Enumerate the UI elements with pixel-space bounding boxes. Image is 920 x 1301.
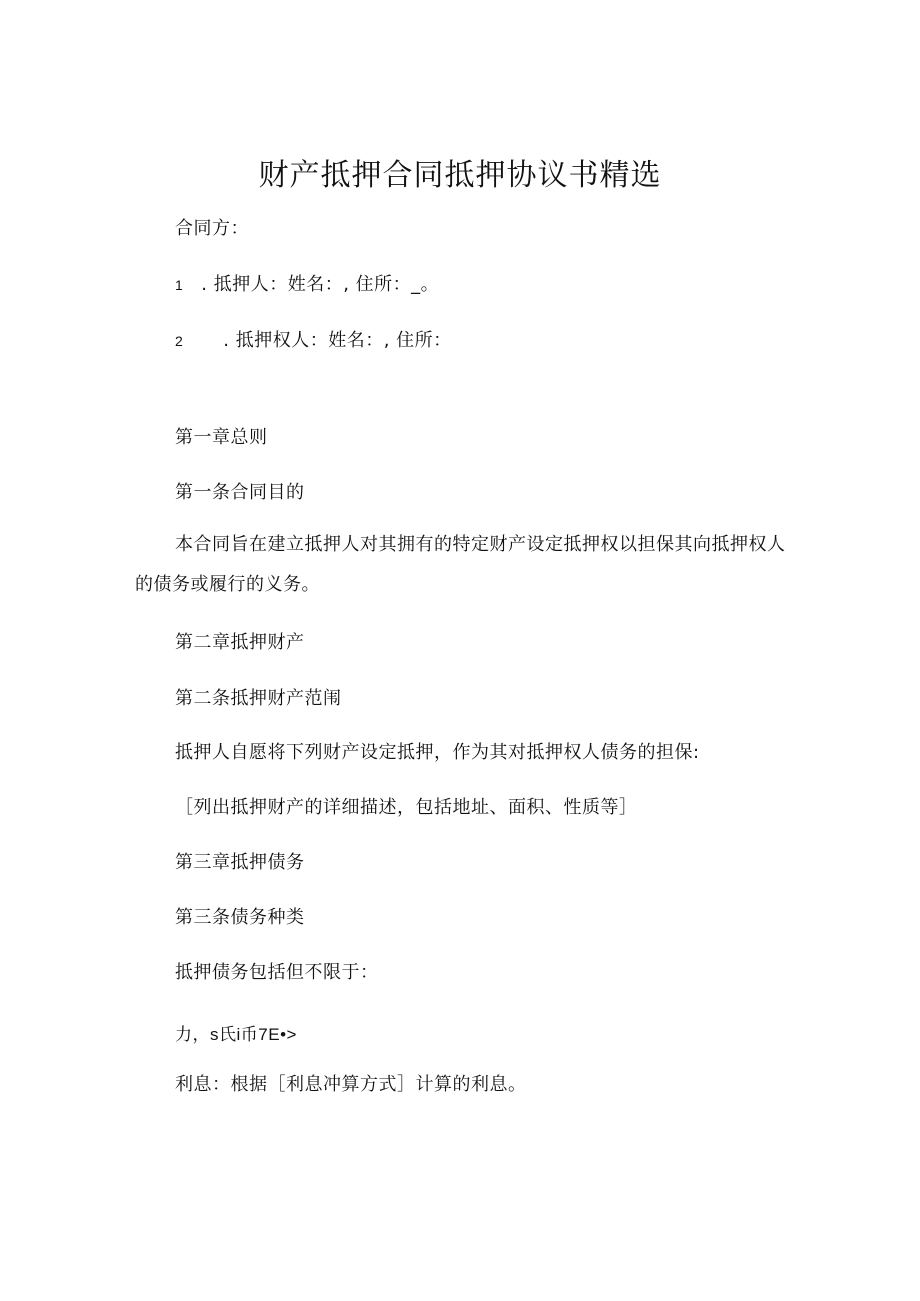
party-1-line bbox=[175, 270, 439, 296]
party-2-number: 2 bbox=[175, 333, 184, 349]
debt-item-interest: 利息：根据［利息冲算方式］计算的利息。 bbox=[175, 1074, 527, 1095]
chapter-1-heading: 第一章总则 bbox=[175, 427, 268, 448]
document-title: 财产抵押合同抵押协议书精选 bbox=[258, 158, 662, 193]
article-1-heading: 第一条合同目的 bbox=[175, 482, 305, 503]
party-1-text: . 抵押人：姓名：, 住所：_。 bbox=[201, 274, 440, 295]
party-1-number: 1 bbox=[175, 277, 184, 293]
article-3-body: 抵押债务包括但不限于： bbox=[175, 962, 379, 983]
article-2-heading: 第二条抵押财产范闱 bbox=[175, 688, 342, 709]
article-1-body: 本合同旨在建立抵押人对其拥有的特定财产设定抵押权以担保其向抵押权人的债务或履行的义务。 bbox=[135, 534, 786, 595]
party-2-line bbox=[175, 326, 452, 352]
chapter-3-heading: 第三章抵押债务 bbox=[175, 852, 305, 873]
article-2-body: 抵押人自愿将下列财产设定抵押，作为其对抵押权人债务的担保: bbox=[175, 742, 700, 763]
parties-heading: 合同方： bbox=[175, 218, 249, 239]
debt-item-garbled: 力，s氏i币7E•> bbox=[175, 1025, 297, 1044]
party-2-text: . 抵押权人：姓名：, 住所： bbox=[223, 330, 452, 351]
article-3-heading: 第三条债务种类 bbox=[175, 907, 305, 928]
chapter-2-heading: 第二章抵押财产 bbox=[175, 632, 305, 653]
article-2-placeholder: ［列出抵押财产的详细描述，包括地址、面积、性质等］ bbox=[175, 797, 638, 818]
